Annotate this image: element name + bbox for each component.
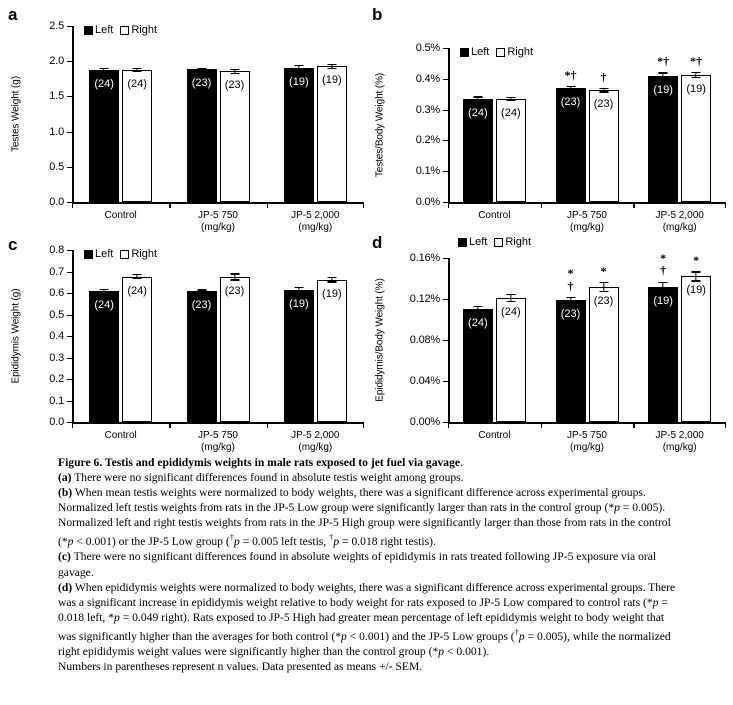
bar-slot (496, 48, 526, 202)
n-value-label: (24) (468, 106, 488, 119)
x-tick-mark (363, 203, 364, 208)
bar-slot (648, 250, 678, 422)
x-category-label-1: Control (478, 210, 511, 221)
y-tick-label: 0.1% (415, 165, 440, 178)
n-value-label: (23) (560, 307, 581, 320)
y-tick-label: 0.12% (409, 293, 440, 305)
error-bar-cap-bottom (566, 301, 575, 302)
x-category-label-1: Control (104, 210, 137, 221)
legend-swatch-right-icon (494, 238, 503, 247)
error-bar (293, 287, 305, 294)
error-bar-cap-bottom (659, 78, 668, 79)
error-bar-cap-bottom (473, 100, 482, 101)
y-tick-label: 2.0 (49, 55, 64, 68)
legend-label-left: Left (469, 236, 488, 248)
error-bar-cap-top (659, 72, 668, 73)
panel-letter-d: d (372, 233, 383, 252)
x-tick-mark (725, 423, 726, 428)
bar-slot (122, 26, 152, 202)
bar-right-group-2 (589, 287, 619, 422)
error-bar-cap-bottom (327, 68, 336, 69)
x-axis-line (448, 422, 726, 424)
bar-slot (317, 26, 347, 202)
legend-swatch-left-icon (458, 238, 467, 247)
bar-right-group-3 (317, 280, 347, 422)
error-bar (131, 68, 143, 73)
bar-right-group-2 (220, 277, 250, 422)
bar-slot (89, 26, 119, 202)
bar-slot (681, 253, 711, 422)
error-bar-cap-bottom (294, 292, 303, 293)
caption-footer: Numbers in parentheses represent n values. Data presented as means +/- SEM. (58, 659, 423, 673)
error-bar (565, 297, 577, 302)
x-category-label-3: JP-5 2,000 (mg/kg) (655, 210, 704, 233)
bar-slot (648, 48, 678, 202)
error-bar (229, 273, 241, 280)
error-bar-cap-top (692, 72, 701, 73)
error-bar (690, 72, 702, 78)
y-tick-label: 0.5% (415, 42, 440, 54)
x-category-label-3: JP-5 2,000 (mg/kg) (291, 210, 340, 233)
x-tick-mark (448, 423, 449, 428)
bar-slot (496, 258, 526, 422)
bar-slot (220, 26, 250, 202)
x-axis-line (72, 422, 364, 424)
legend-label-right: Right (507, 46, 534, 58)
x-category-label-3: JP-5 2,000 (mg/kg) (291, 430, 340, 453)
y-tick-label: 0.4% (415, 72, 440, 85)
error-bar-cap-top (506, 294, 515, 295)
n-value-label: (19) (686, 83, 706, 96)
error-bar-cap-bottom (230, 279, 239, 280)
n-value-label: (23) (224, 79, 245, 92)
legend-label-right: Right (131, 24, 158, 36)
y-axis-line (72, 250, 74, 423)
n-value-label: (23) (224, 284, 245, 297)
error-bar-cap-bottom (100, 72, 109, 73)
error-bar-cap-top (133, 68, 142, 69)
x-category-label-2: JP-5 750 (mg/kg) (197, 430, 238, 453)
y-tick-label: 0.5 (49, 160, 64, 173)
x-category-label-1: Control (478, 430, 511, 441)
significance-marker: * (693, 253, 700, 268)
y-axis-label: Epididymis Weight (g) (10, 288, 22, 384)
caption-title: Figure 6. Testis and epididymis weights in male rats exposed to jet fuel via gavage. (58, 456, 463, 469)
n-value-label: (19) (653, 294, 673, 307)
error-bar (229, 69, 241, 75)
error-bar-cap-bottom (197, 69, 206, 70)
y-tick-label: 1.0 (49, 125, 64, 138)
n-value-label: (24) (468, 317, 488, 330)
error-bar-cap-top (230, 273, 239, 274)
caption-paragraph-c: (c) There were no significant differences found in absolute weights of epididymis in rats treated following JP-5 exposure via oral gavage. (58, 550, 657, 579)
error-bar-cap-top (294, 65, 303, 66)
panel-letter-b: b (372, 5, 383, 24)
x-tick-mark (363, 423, 364, 428)
n-value-label: (19) (653, 84, 673, 97)
chart-legend (458, 236, 531, 248)
bar-slot (589, 258, 619, 422)
x-tick-mark (267, 423, 268, 428)
x-tick-mark (633, 203, 634, 208)
n-value-label: (24) (94, 298, 114, 311)
significance-marker: † (600, 69, 607, 84)
bar-slot (556, 258, 586, 422)
error-bar-cap-bottom (692, 280, 701, 281)
error-bar (505, 97, 517, 101)
y-tick-label: 0.0 (49, 416, 64, 428)
y-tick-label: 0.0% (415, 196, 440, 208)
caption-paragraph-d: (d) When epididymis weights were normalized to body weights, there was a significant difference across experimental groups. There was a significant increase in epididymis weight relative to body weight for rats exposed to JP-5 Low compared to control rats (*p = 0.018 left, *p = 0.049 right). Rats exposed to JP-5 High had greater mean percentage of left epididymis weight to body weight that was significantly higher than the averages for both control (*p < 0.001) and the JP-5 Low groups (†p = 0.005), while the normalized right epididymis weight values were significantly higher than the control group (*p < 0.001). (58, 580, 676, 658)
caption-paragraph-b: (b) When mean testis weights were normalized to body weights, there was a significant difference across experimental groups. Normalized left testis weights from rats in the JP-5 Low group were significantly larger than rats in the control group (*p = 0.005). Normalized left and right testis weights from rats in the JP-5 High group were significantly larger than those from rats in the control (*p < 0.001) or the JP-5 Low group (†p = 0.005 left testis, †p = 0.018 right testis). (58, 486, 671, 549)
legend-label-left: Left (471, 46, 490, 58)
error-bar-cap-top (566, 297, 575, 298)
significance-marker: *† (657, 54, 670, 69)
error-bar-cap-bottom (599, 91, 608, 92)
error-bar-cap-top (599, 88, 608, 89)
n-value-label: (19) (289, 75, 309, 88)
error-bar-cap-top (659, 282, 668, 283)
panel-a (6, 4, 368, 232)
error-bar-cap-bottom (566, 89, 575, 90)
bar-slot (89, 250, 119, 422)
error-bar (472, 96, 484, 101)
bar-slot (317, 250, 347, 422)
error-bar-cap-bottom (692, 77, 701, 78)
panel-letter-a: a (8, 5, 18, 24)
n-value-label: (19) (322, 287, 342, 300)
error-bar-cap-top (599, 282, 608, 283)
bar-left-group-3 (648, 287, 678, 422)
significance-marker: *† (564, 68, 577, 83)
x-tick-mark (72, 203, 73, 208)
bar-right-group-3 (317, 66, 347, 202)
x-tick-mark (725, 203, 726, 208)
error-bar (98, 289, 110, 293)
y-tick-label: 2.5 (49, 20, 64, 32)
n-value-label: (24) (501, 106, 521, 119)
y-axis-label: Testes/Body Weight (%) (374, 72, 386, 178)
legend-label-left: Left (95, 248, 114, 260)
error-bar (98, 68, 110, 73)
error-bar-cap-bottom (506, 99, 515, 100)
n-value-label: (23) (560, 96, 581, 109)
bar-slot (122, 250, 152, 422)
y-tick-label: 0.00% (409, 416, 440, 428)
n-value-label: (19) (686, 284, 706, 297)
error-bar-cap-bottom (294, 70, 303, 71)
legend-label-right: Right (131, 248, 158, 260)
significance-marker: *† (690, 54, 703, 69)
error-bar-cap-bottom (599, 291, 608, 292)
x-tick-mark (541, 423, 542, 428)
error-bar-cap-bottom (133, 71, 142, 72)
x-tick-mark (448, 203, 449, 208)
y-tick-label: 0.08% (409, 334, 440, 346)
error-bar-cap-top (100, 68, 109, 69)
error-bar-cap-bottom (230, 73, 239, 74)
error-bar (196, 289, 208, 292)
error-bar-cap-top (294, 287, 303, 288)
x-category-label-2: JP-5 750 (mg/kg) (197, 210, 238, 233)
error-bar-cap-top (473, 96, 482, 97)
n-value-label: (24) (94, 78, 114, 91)
error-bar-cap-bottom (327, 281, 336, 282)
n-value-label: (24) (501, 305, 521, 318)
error-bar-cap-top (133, 274, 142, 275)
y-tick-label: 0.6 (49, 287, 64, 299)
bar-slot (284, 26, 314, 202)
error-bar-cap-top (100, 289, 109, 290)
error-bar (690, 271, 702, 281)
x-tick-mark (633, 423, 634, 428)
error-bar (565, 86, 577, 90)
y-tick-label: 0.2% (415, 134, 440, 147)
caption-paragraph-a: (a) There were no significant differences found in absolute testis weight among groups. (58, 471, 464, 485)
y-tick-label: 0.1 (49, 394, 64, 407)
n-value-label: (19) (322, 74, 342, 87)
bar-right-group-3 (681, 276, 711, 422)
significance-marker: * (600, 263, 607, 278)
legend-label-right: Right (505, 236, 532, 248)
x-tick-mark (169, 423, 170, 428)
n-value-label: (23) (593, 98, 614, 111)
bar-slot (463, 48, 493, 202)
error-bar (657, 72, 669, 79)
legend-item-left (458, 236, 487, 248)
error-bar (657, 282, 669, 292)
error-bar-cap-bottom (197, 291, 206, 292)
bar-slot (463, 258, 493, 422)
error-bar (598, 282, 610, 292)
error-bar (131, 274, 143, 279)
error-bar-cap-bottom (473, 312, 482, 313)
panel-c (6, 235, 368, 453)
y-axis-line (72, 26, 74, 203)
error-bar-cap-top (327, 277, 336, 278)
y-axis-label: Testes Weight (g) (10, 76, 22, 152)
error-bar-cap-top (230, 69, 239, 70)
bar-slot (681, 48, 711, 202)
significance-marker: * † (567, 265, 574, 293)
error-bar (472, 306, 484, 313)
y-tick-label: 0.0 (49, 196, 64, 208)
y-tick-label: 0.4 (49, 330, 64, 342)
x-category-label-3: JP-5 2,000 (mg/kg) (655, 430, 704, 453)
error-bar-cap-top (506, 97, 515, 98)
bar-left-group-3 (284, 68, 314, 202)
x-category-label-2: JP-5 750 (mg/kg) (566, 430, 607, 453)
y-tick-label: 0.7 (49, 265, 64, 278)
n-value-label: (23) (191, 77, 212, 90)
n-value-label: (23) (593, 294, 614, 307)
x-axis-line (448, 202, 726, 204)
error-bar-cap-top (692, 271, 701, 272)
y-tick-label: 0.2 (49, 373, 64, 385)
panel-letter-c: c (8, 235, 18, 254)
legend-label-left: Left (95, 24, 114, 36)
n-value-label: (19) (289, 297, 309, 310)
bar-slot (284, 250, 314, 422)
error-bar-cap-bottom (506, 301, 515, 302)
legend-item-right (494, 236, 531, 248)
error-bar (326, 277, 338, 283)
bar-slot (589, 48, 619, 202)
y-axis-line (448, 258, 450, 423)
error-bar (598, 88, 610, 93)
figure-caption (58, 455, 680, 674)
error-bar-cap-bottom (133, 278, 142, 279)
error-bar-cap-top (566, 86, 575, 87)
y-tick-label: 0.3 (49, 351, 64, 364)
significance-marker: * † (660, 250, 667, 278)
x-category-label-1: Control (104, 430, 137, 441)
bar-slot (187, 26, 217, 202)
x-category-label-2: JP-5 750 (mg/kg) (566, 210, 607, 233)
y-tick-label: 0.3% (415, 103, 440, 116)
error-bar (293, 65, 305, 71)
n-value-label: (23) (191, 298, 212, 311)
y-tick-label: 0.8 (49, 244, 64, 256)
bar-slot (220, 250, 250, 422)
x-tick-mark (267, 203, 268, 208)
bar-slot (187, 250, 217, 422)
x-tick-mark (169, 203, 170, 208)
x-tick-mark (72, 423, 73, 428)
x-axis-line (72, 202, 364, 204)
panel-b (370, 4, 730, 232)
bar-slot (556, 48, 586, 202)
y-axis-label: Epididymis/Body Weight (%) (374, 278, 386, 402)
error-bar (326, 64, 338, 69)
y-tick-label: 0.04% (409, 375, 440, 387)
error-bar-cap-top (327, 64, 336, 65)
x-tick-mark (541, 203, 542, 208)
n-value-label: (24) (127, 78, 147, 90)
y-axis-line (448, 48, 450, 203)
error-bar-cap-bottom (100, 291, 109, 292)
error-bar (196, 68, 208, 71)
error-bar-cap-top (473, 306, 482, 307)
error-bar-cap-bottom (659, 291, 668, 292)
bar-right-group-1 (122, 277, 152, 422)
y-tick-label: 1.5 (49, 90, 64, 103)
y-tick-label: 0.5 (49, 308, 64, 321)
error-bar (505, 294, 517, 302)
panel-d (370, 233, 730, 453)
y-tick-label: 0.16% (409, 252, 440, 264)
n-value-label: (24) (127, 284, 147, 297)
